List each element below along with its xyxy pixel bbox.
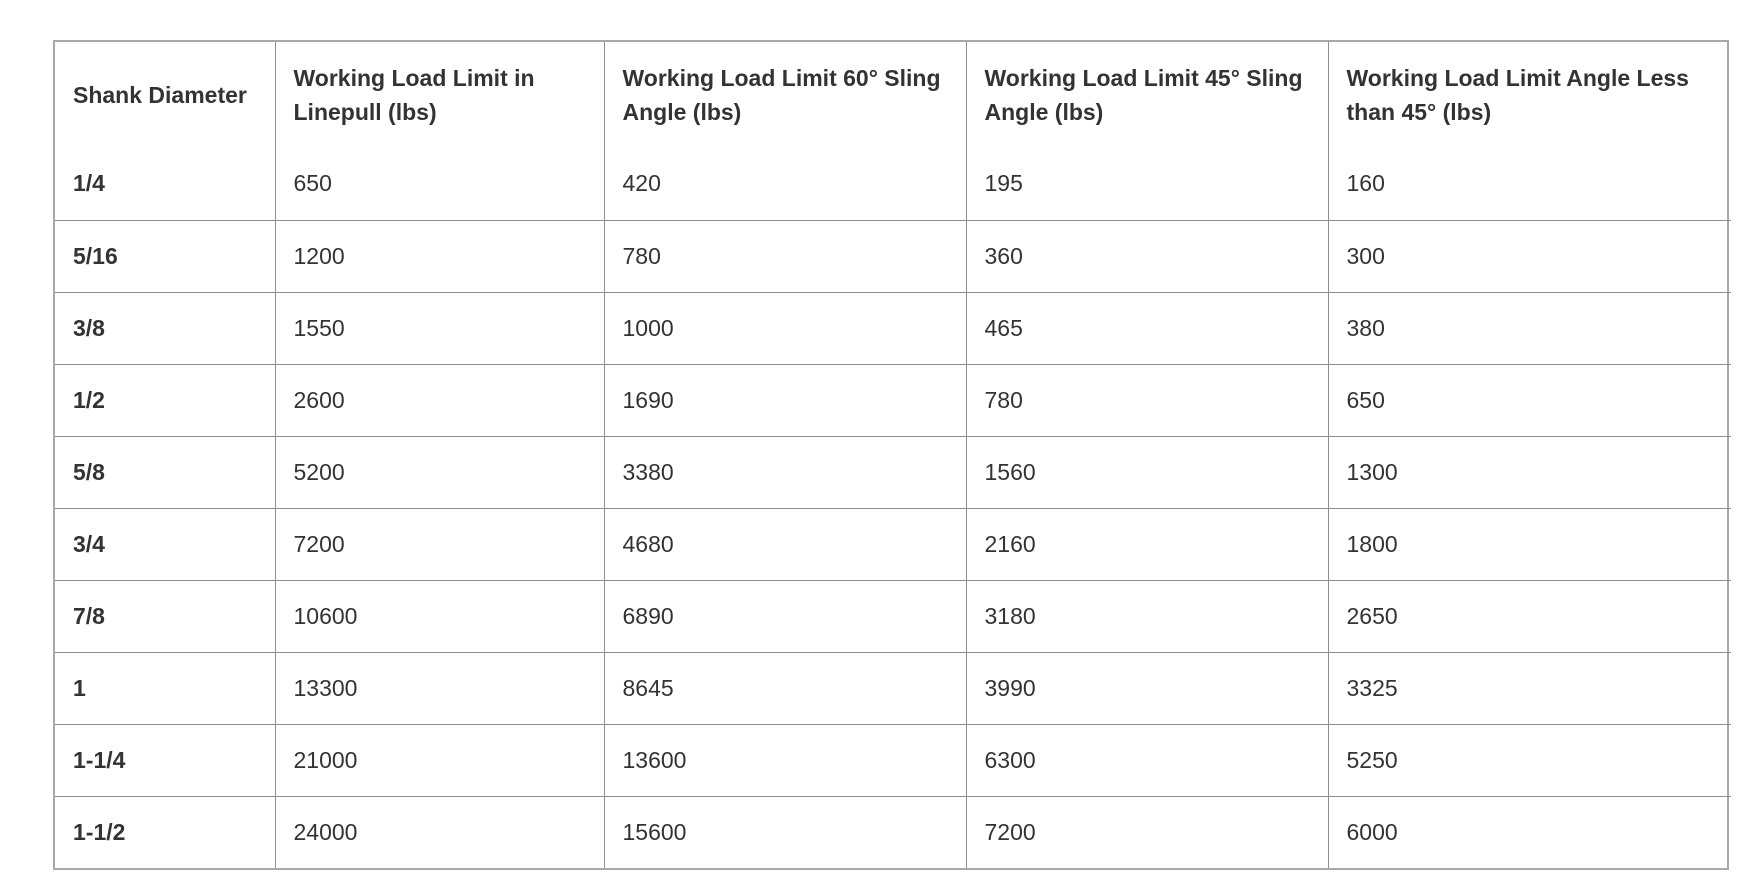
- header-wll-linepull: Working Load Limit in Linepull (lbs): [275, 42, 604, 148]
- cell-shank-diameter: 1/4: [55, 148, 275, 220]
- table-row: [55, 364, 1731, 436]
- cell-wll-less-than-45: 1300: [1328, 436, 1731, 508]
- header-wll-60-sling: Working Load Limit 60° Sling Angle (lbs): [604, 42, 966, 148]
- cell-wll-less-than-45: 5250: [1328, 724, 1731, 796]
- cell-wll-less-than-45: 6000: [1328, 796, 1731, 868]
- cell-wll-45-sling: 3990: [966, 652, 1328, 724]
- load-limit-table-container: [53, 40, 1729, 870]
- cell-wll-linepull: 2600: [275, 364, 604, 436]
- cell-wll-linepull: 21000: [275, 724, 604, 796]
- cell-shank-diameter: 5/8: [55, 436, 275, 508]
- cell-wll-less-than-45: 2650: [1328, 580, 1731, 652]
- cell-wll-linepull: 1550: [275, 292, 604, 364]
- cell-wll-linepull: 1200: [275, 220, 604, 292]
- cell-wll-45-sling: 1560: [966, 436, 1328, 508]
- cell-wll-less-than-45: 380: [1328, 292, 1731, 364]
- cell-wll-linepull: 10600: [275, 580, 604, 652]
- cell-wll-60-sling: 6890: [604, 580, 966, 652]
- cell-shank-diameter: 5/16: [55, 220, 275, 292]
- header-wll-less-than-45: Working Load Limit Angle Less than 45° (lbs): [1328, 42, 1731, 148]
- cell-wll-less-than-45: 1800: [1328, 508, 1731, 580]
- cell-wll-less-than-45: 3325: [1328, 652, 1731, 724]
- table-row: [55, 220, 1731, 292]
- table-row: [55, 148, 1731, 220]
- header-row: [55, 42, 1731, 148]
- cell-wll-60-sling: 420: [604, 148, 966, 220]
- cell-wll-45-sling: 195: [966, 148, 1328, 220]
- header-shank-diameter: Shank Diameter: [55, 42, 275, 148]
- cell-wll-45-sling: 2160: [966, 508, 1328, 580]
- table-row: [55, 580, 1731, 652]
- table-row: [55, 724, 1731, 796]
- header-wll-45-sling: Working Load Limit 45° Sling Angle (lbs): [966, 42, 1328, 148]
- cell-wll-45-sling: 7200: [966, 796, 1328, 868]
- cell-shank-diameter: 3/8: [55, 292, 275, 364]
- cell-shank-diameter: 7/8: [55, 580, 275, 652]
- cell-shank-diameter: 3/4: [55, 508, 275, 580]
- cell-wll-linepull: 650: [275, 148, 604, 220]
- cell-shank-diameter: 1-1/4: [55, 724, 275, 796]
- cell-wll-45-sling: 465: [966, 292, 1328, 364]
- cell-wll-60-sling: 780: [604, 220, 966, 292]
- cell-wll-60-sling: 13600: [604, 724, 966, 796]
- cell-wll-45-sling: 360: [966, 220, 1328, 292]
- cell-wll-60-sling: 4680: [604, 508, 966, 580]
- cell-wll-60-sling: 8645: [604, 652, 966, 724]
- table-row: [55, 796, 1731, 868]
- cell-wll-60-sling: 1690: [604, 364, 966, 436]
- cell-wll-linepull: 13300: [275, 652, 604, 724]
- cell-shank-diameter: 1/2: [55, 364, 275, 436]
- load-limit-table: [55, 42, 1731, 868]
- cell-wll-less-than-45: 300: [1328, 220, 1731, 292]
- table-row: [55, 652, 1731, 724]
- table-body: [55, 148, 1731, 868]
- cell-shank-diameter: 1: [55, 652, 275, 724]
- cell-wll-60-sling: 15600: [604, 796, 966, 868]
- cell-wll-45-sling: 780: [966, 364, 1328, 436]
- cell-wll-45-sling: 3180: [966, 580, 1328, 652]
- cell-wll-less-than-45: 160: [1328, 148, 1731, 220]
- cell-wll-linepull: 7200: [275, 508, 604, 580]
- cell-shank-diameter: 1-1/2: [55, 796, 275, 868]
- cell-wll-45-sling: 6300: [966, 724, 1328, 796]
- cell-wll-less-than-45: 650: [1328, 364, 1731, 436]
- table-header: [55, 42, 1731, 148]
- cell-wll-linepull: 5200: [275, 436, 604, 508]
- table-row: [55, 292, 1731, 364]
- cell-wll-linepull: 24000: [275, 796, 604, 868]
- table-row: [55, 436, 1731, 508]
- table-row: [55, 508, 1731, 580]
- cell-wll-60-sling: 1000: [604, 292, 966, 364]
- cell-wll-60-sling: 3380: [604, 436, 966, 508]
